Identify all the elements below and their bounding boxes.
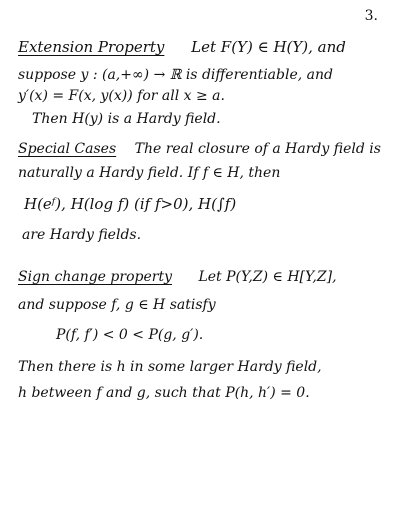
sign-line-1-text: Let P(Y,Z) ∈ H[Y,Z], (198, 269, 337, 285)
special-line-1 (18, 140, 386, 158)
extension-line-1 (18, 38, 386, 56)
extension-line-2: suppose y : (a,+∞) → ℝ is differentiable, and (18, 67, 333, 83)
page-number: 3. (364, 8, 378, 24)
special-line-1-text: The real closure of a Hardy field is (134, 141, 381, 157)
sign-line-4: Then there is h in some larger Hardy field, (18, 359, 322, 375)
sign-line-5: h between f and g, such that P(h, h′) = 0. (18, 385, 310, 401)
extension-line-1-text: Let F(Y) ∈ H(Y), and (191, 38, 346, 56)
extension-heading: Extension Property (18, 38, 165, 56)
special-heading: Special Cases (18, 141, 117, 157)
special-line-2: naturally a Hardy field. If f ∈ H, then (18, 165, 281, 181)
special-line-4: are Hardy fields. (22, 227, 142, 243)
sign-line-3: P(f, f′) < 0 < P(g, g′). (56, 327, 204, 343)
sign-heading: Sign change property (18, 269, 172, 285)
extension-line-4: Then H(y) is a Hardy field. (32, 111, 221, 127)
special-line-3: H(eᶠ), H(log f) (if f>0), H(∫f) (24, 195, 237, 213)
extension-line-3: y′(x) = F(x, y(x)) for all x ≥ a. (18, 88, 225, 104)
sign-line-2: and suppose f, g ∈ H satisfy (18, 297, 216, 313)
sign-line-1 (18, 268, 386, 286)
